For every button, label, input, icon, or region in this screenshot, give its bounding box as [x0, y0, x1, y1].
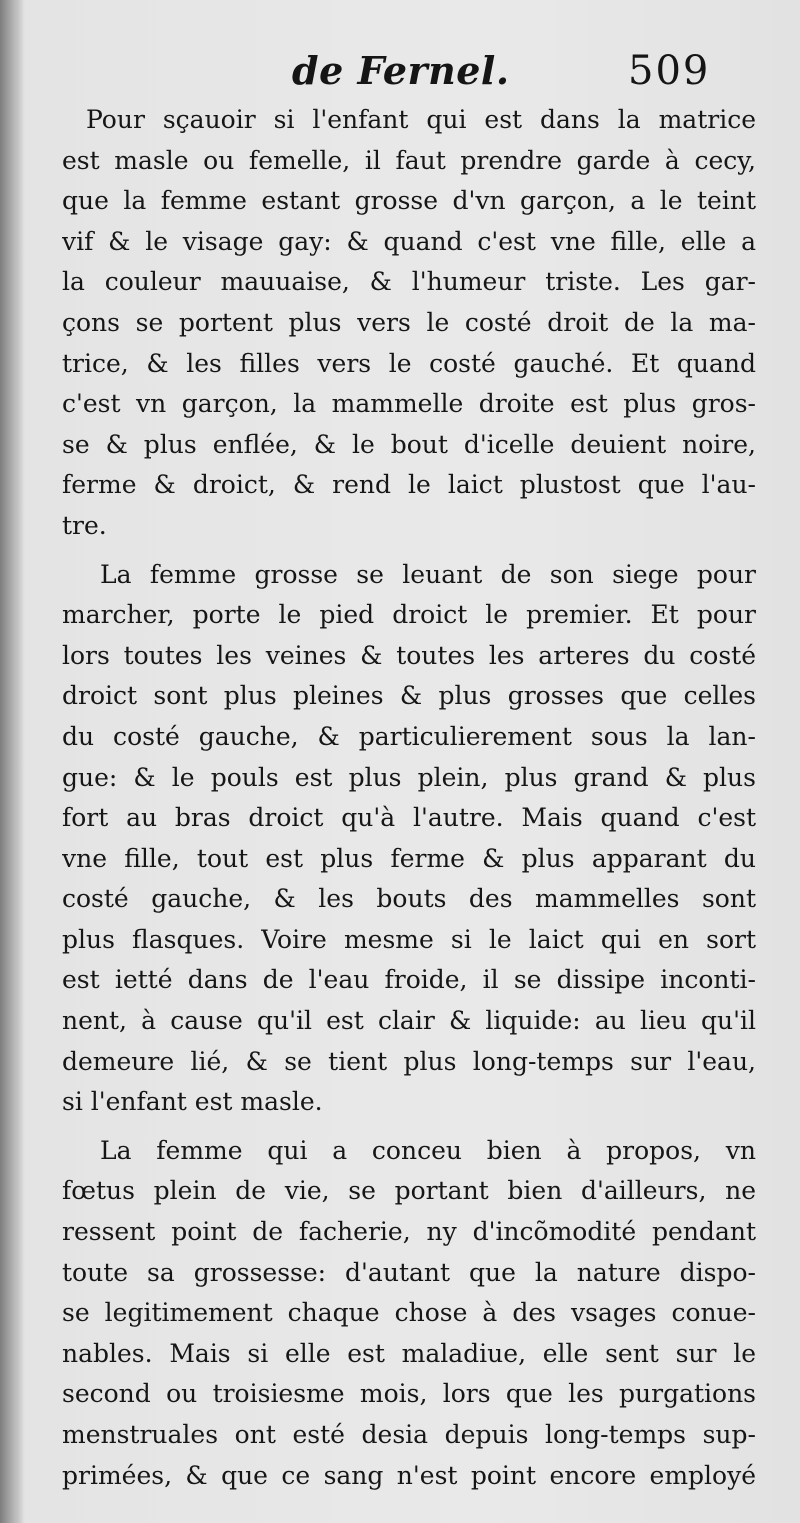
text-line: lors toutes les veines & toutes les arteres du costé [62, 640, 756, 670]
text-line: la couleur mauuaise, & l'humeur triste. Les gar- [62, 267, 756, 297]
text-line: que la femme estant grosse d'vn garçon, a le teint [62, 186, 756, 216]
text-line: vne fille, tout est plus ferme & plus apparant du [62, 843, 756, 873]
text-line: La femme grosse se leuant de son siege pour [100, 559, 756, 589]
text-line: trice, & les filles vers le costé gauché. Et quand [62, 348, 756, 378]
page-header [0, 42, 800, 102]
text-line: ferme & droict, & rend le laict plustost que l'au- [62, 470, 756, 500]
text-line: fort au bras droict qu'à l'autre. Mais quand c'est [62, 803, 756, 833]
body-text [62, 100, 756, 1496]
text-line: toute sa grossesse: d'autant que la nature dispo- [62, 1257, 756, 1287]
text-line: demeure lié, & se tient plus long-temps sur l'eau, [62, 1046, 756, 1076]
text-line: nables. Mais si elle est maladiue, elle sent sur le [62, 1338, 756, 1368]
text-line: est ietté dans de l'eau froide, il se dissipe inconti- [62, 965, 756, 995]
text-line: se legitimement chaque chose à des vsages conue- [62, 1298, 756, 1328]
paragraph [62, 1131, 756, 1496]
text-line: tre. [62, 510, 107, 540]
text-line: est masle ou femelle, il faut prendre garde à cecy, [62, 145, 756, 175]
page-number: 509 [628, 48, 711, 94]
text-line: costé gauche, & les bouts des mammelles sont [62, 884, 756, 914]
text-line: si l'enfant est masle. [62, 1087, 323, 1117]
paragraph [62, 100, 756, 547]
paragraph [62, 555, 756, 1123]
text-line: fœtus plein de vie, se portant bien d'ailleurs, ne [62, 1176, 756, 1206]
running-title: de Fernel. [292, 48, 510, 93]
text-line: primées, & que ce sang n'est point encore employé [62, 1460, 756, 1490]
text-line: vif & le visage gay: & quand c'est vne fille, elle a [62, 226, 756, 256]
text-line: nent, à cause qu'il est clair & liquide: au lieu qu'il [62, 1006, 756, 1036]
text-line: gue: & le pouls est plus plein, plus grand & plus [62, 762, 756, 792]
text-line: du costé gauche, & particulierement sous la lan- [62, 721, 756, 751]
text-line: second ou troisiesme mois, lors que les purgations [62, 1379, 756, 1409]
text-line: Pour sçauoir si l'enfant qui est dans la matrice [86, 105, 756, 134]
text-line: se & plus enflée, & le bout d'icelle deuient noire, [62, 429, 756, 459]
text-line: droict sont plus pleines & plus grosses que celles [62, 681, 756, 711]
text-line: çons se portent plus vers le costé droit de la ma- [62, 307, 756, 337]
text-line: plus flasques. Voire mesme si le laict qui en sort [62, 924, 756, 954]
page-gutter-shadow [0, 0, 24, 1523]
text-line: ressent point de facherie, ny d'incõmodité pendant [62, 1217, 756, 1247]
text-line: menstruales ont esté desia depuis long-temps sup- [62, 1420, 756, 1449]
text-line: La femme qui a conceu bien à propos, vn [100, 1135, 756, 1165]
text-line: c'est vn garçon, la mammelle droite est plus gros- [62, 389, 756, 419]
text-line: marcher, porte le pied droict le premier. Et pour [62, 600, 756, 630]
